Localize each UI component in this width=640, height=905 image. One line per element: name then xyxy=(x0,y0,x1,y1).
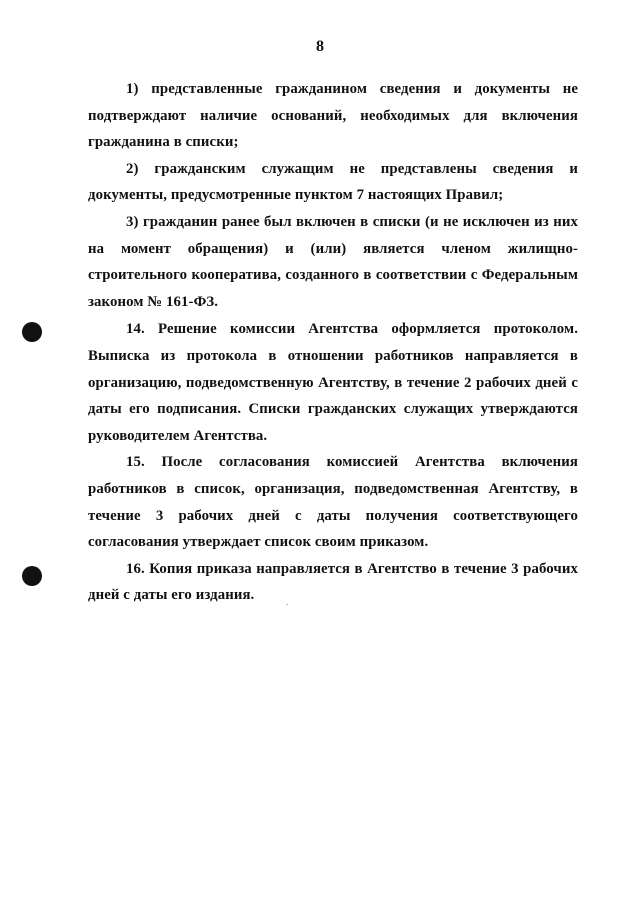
punch-hole-mark-top xyxy=(22,322,42,342)
page-number: 8 xyxy=(316,38,324,55)
paragraph-14: 14. Решение комиссии Агентства оформляется протоколом. Выписка из протокола в отношении работников направляется в организацию, подведомственную Агентству, в течение 2 рабочих дней с даты его подписания. Списки гражданских служащих утверждаются руководителем Агентства. xyxy=(88,321,578,444)
document-body xyxy=(88,76,578,609)
paragraph-item-1: 1) представленные гражданином сведения и документы не подтверждают наличие оснований, необходимых для включения гражданина в списки; xyxy=(88,81,578,151)
paragraph-16: 16. Копия приказа направляется в Агентство в течение 3 рабочих дней с даты его издания. xyxy=(88,560,578,604)
paragraph-item-3: 3) гражданин ранее был включен в списки (и не исключен из них на момент обращения) и (или) является членом жилищно-строительного кооператива, созданного в соответствии с Федеральным законом № 161-ФЗ. xyxy=(88,213,578,310)
scan-speck xyxy=(286,604,288,605)
punch-hole-mark-bottom xyxy=(22,566,42,586)
paragraph-item-2: 2) гражданским служащим не представлены сведения и документы, предусмотренные пунктом 7 настоящих Правил; xyxy=(88,160,578,204)
paragraph-15: 15. После согласования комиссией Агентства включения работников в список, организация, подведомственная Агентству, в течение 3 рабочих дней с даты получения соответствующего согласования утверждает список своим приказом. xyxy=(88,454,578,551)
